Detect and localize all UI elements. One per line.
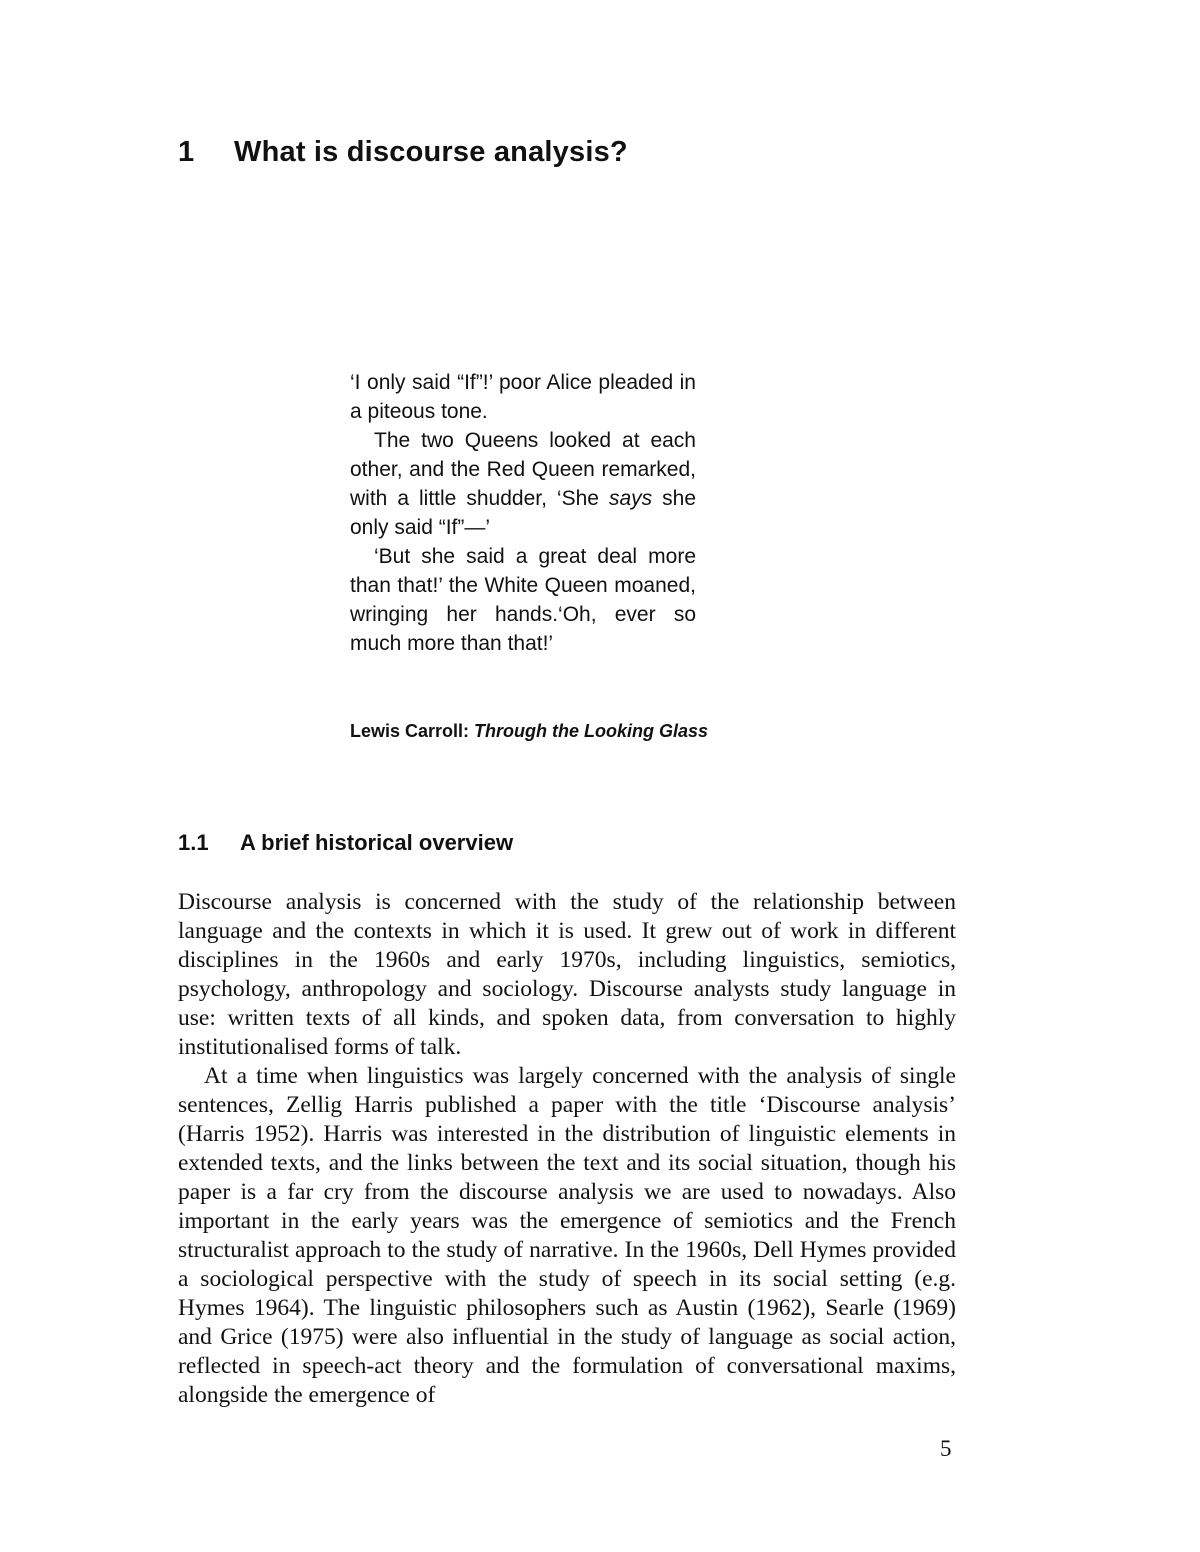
chapter-heading [178, 136, 628, 169]
section-title: A brief historical overview [240, 830, 514, 855]
body-paragraph: At a time when linguistics was largely concerned with the analysis of single sentences, Zellig Harris published a paper with the title ‘Discourse analysis’ (Harris 1952). Harris was interested in the distribution of linguistic elements in extended texts, and the links between the text and its social situation, though his paper is a far cry from the discourse analysis we are used to nowadays. Also important in the early years was the emergence of semiotics and the French structuralist approach to the study of narrative. In the 1960s, Dell Hymes provided a sociological perspective with the study of speech in its social setting (e.g. Hymes 1964). The linguistic philosophers such as Austin (1962), Searle (1969) and Grice (1975) were also influential in the study of language as social action, reflected in speech-act theory and the formulation of conversational maxims, alongside the emergence of [178, 1063, 956, 1408]
epigraph-text: The two Queens looked at each other, and the Red Queen remarked, with a little shudder, ‘She [350, 429, 696, 510]
epigraph-paragraph: ‘But she said a great deal more than that!’ the White Queen moaned, wringing her hands.‘Oh, ever so much more than that!’ [350, 545, 696, 655]
body-paragraph: Discourse analysis is concerned with the study of the relationship between language and the contexts in which it is used. It grew out of work in different disciplines in the 1960s and early 1970s, including linguistics, semiotics, psychology, anthropology and sociology. Discourse analysts study language in use: written texts of all kinds, and spoken data, from conversation to highly institutionalised forms of talk. [178, 889, 956, 1060]
epigraph-source [350, 718, 710, 745]
body-text [178, 888, 956, 1410]
epigraph [350, 368, 696, 658]
epigraph-text: she only said “If”—’ [350, 487, 696, 539]
epigraph-paragraph: ‘I only said “If”!’ poor Alice pleaded in a piteous tone. [350, 371, 696, 423]
chapter-number: 1 [178, 136, 195, 168]
section-number: 1.1 [178, 830, 209, 855]
epigraph-author: Lewis Carroll: [350, 721, 475, 741]
epigraph-emphasis: says [608, 487, 653, 510]
epigraph-book-title: Through the Looking Glass [474, 721, 709, 741]
page-number: 5 [940, 1436, 952, 1461]
section-heading [178, 830, 513, 856]
chapter-title: What is discourse analysis? [234, 136, 628, 168]
epigraph-paragraph [350, 426, 696, 542]
